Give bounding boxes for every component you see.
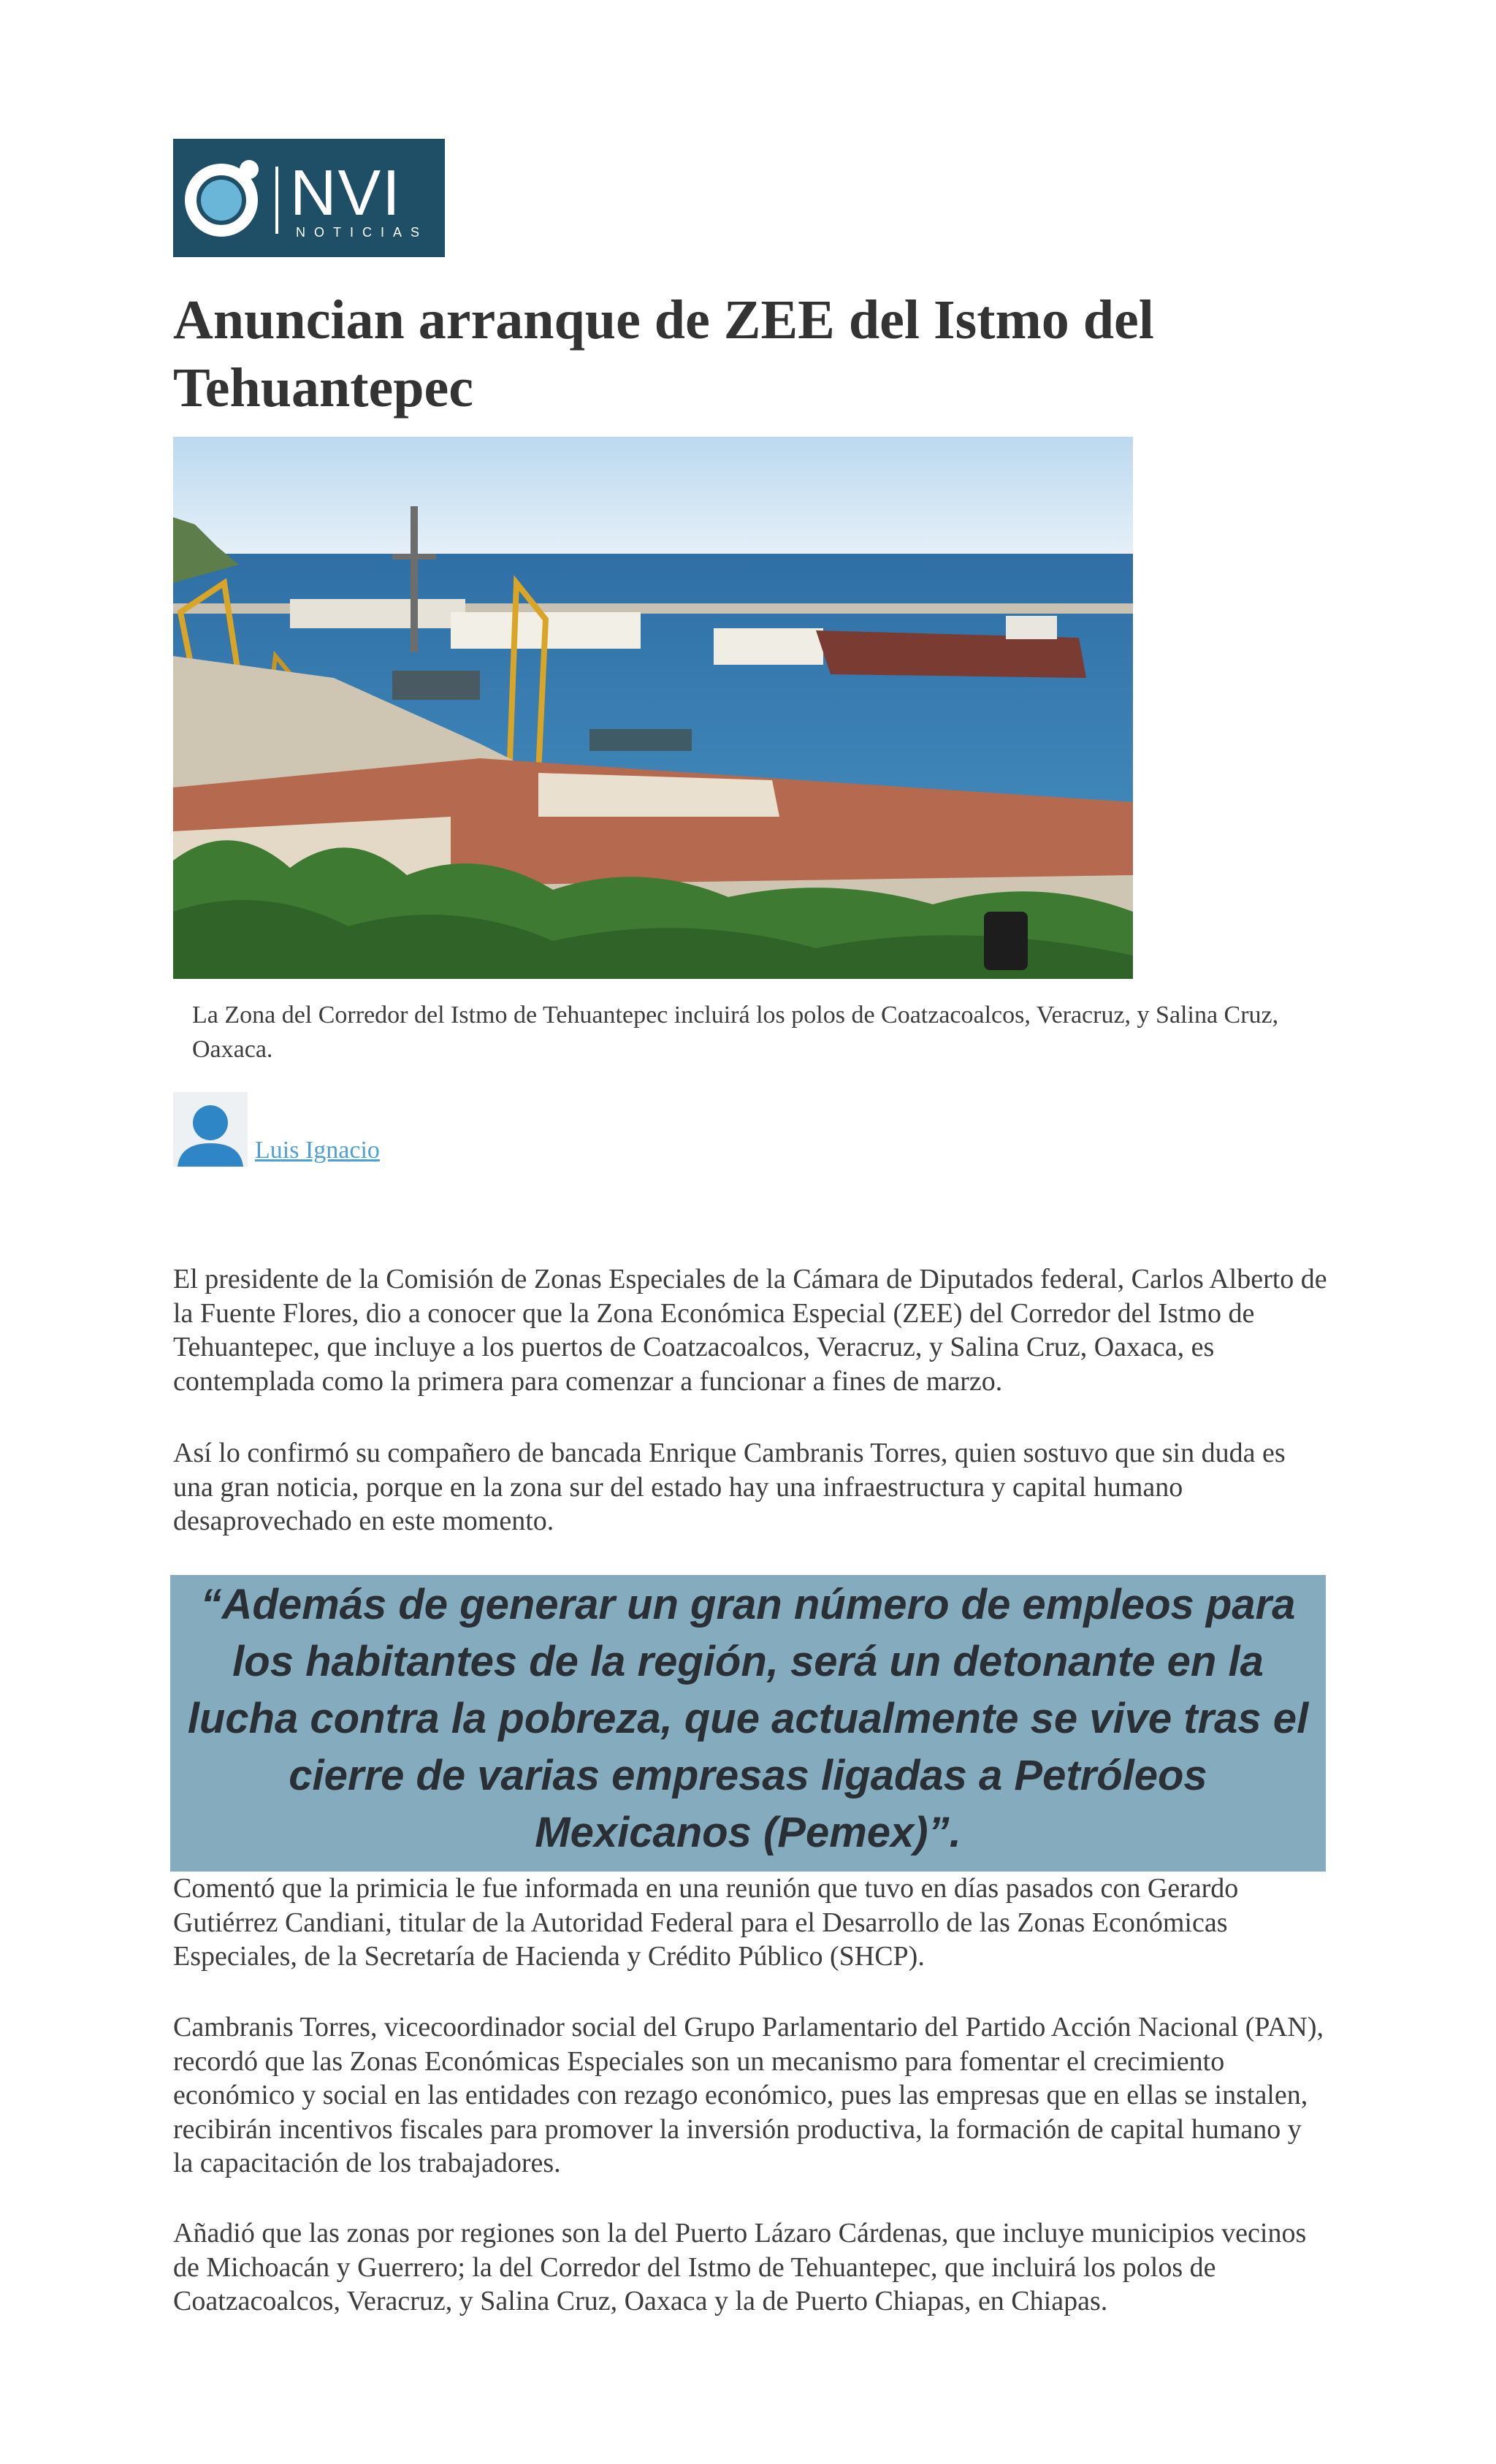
logo-wordmark: NVI xyxy=(290,156,402,229)
article-paragraph: Comentó que la primicia le fue informada en una reunión que tuvo en días pasados con Gerardo Gutiérrez Candiani, titular de la Autoridad Federal para el Desarrollo de las Zonas Económicas Especiales, de la Secretaría de Hacienda y Crédito Público (SHCP). xyxy=(173,1873,1239,1972)
site-logo[interactable] xyxy=(173,139,445,257)
nvi-logo-icon xyxy=(182,155,268,241)
port-photo-illustration xyxy=(173,437,1133,979)
photo-caption: La Zona del Corredor del Istmo de Tehuantepec incluirá los polos de Coatzacoalcos, Veracruz, y Salina Cruz, Oaxaca. xyxy=(192,1002,1279,1063)
author-byline xyxy=(173,1091,380,1167)
author-link[interactable]: Luis Ignacio xyxy=(255,1137,380,1164)
article-headline: Anuncian arranque de ZEE del Istmo del Tehuantepec xyxy=(173,289,1154,419)
article-paragraph: Añadió que las zonas por regiones son la del Puerto Lázaro Cárdenas, que incluye municipios vecinos de Michoacán y Guerrero; la del Corredor del Istmo de Tehuantepec, que incluirá los polos de Coatzacoalcos, Veracruz, y Salina Cruz, Oaxaca y la de Puerto Chiapas, en Chiapas. xyxy=(173,2218,1307,2316)
article-paragraph: Cambranis Torres, vicecoordinador social del Grupo Parlamentario del Partido Acción Nacional (PAN), recordó que las Zonas Económicas Especiales son un mecanismo para fomentar el crecimiento económico y social en las entidades con rezago económico, pues las empresas que en ellas se instalen, recibirán incentivos fiscales para promover la inversión productiva, la formación de capital humano y la capacitación de los trabajadores. xyxy=(173,2012,1324,2178)
article-paragraph: El presidente de la Comisión de Zonas Especiales de la Cámara de Diputados federal, Carlos Alberto de la Fuente Flores, dio a conocer que la Zona Económica Especial (ZEE) del Corredor del Istmo de Tehuantepec, que incluye a los puertos de Coatzacoalcos, Veracruz, y Salina Cruz, Oaxaca, es contemplada como la primera para comenzar a funcionar a fines de marzo. xyxy=(173,1264,1327,1397)
article-paragraph: Así lo confirmó su compañero de bancada Enrique Cambranis Torres, quien sostuvo que sin duda es una gran noticia, porque en la zona sur del estado hay una infraestructura y capital humano desaprovechado en este momento. xyxy=(173,1438,1286,1536)
pull-quote: “Además de generar un gran número de empleos para los habitantes de la región, será un detonante en la lucha contra la pobreza, que actualmente se vive tras el cierre de varias empresas ligadas a Petróleos Mexicanos (Pemex)”. xyxy=(170,1575,1326,1872)
port-photo xyxy=(173,437,1133,979)
logo-subtitle: NOTICIAS xyxy=(296,225,429,240)
logo-divider xyxy=(275,167,278,234)
user-avatar-icon xyxy=(173,1092,248,1167)
